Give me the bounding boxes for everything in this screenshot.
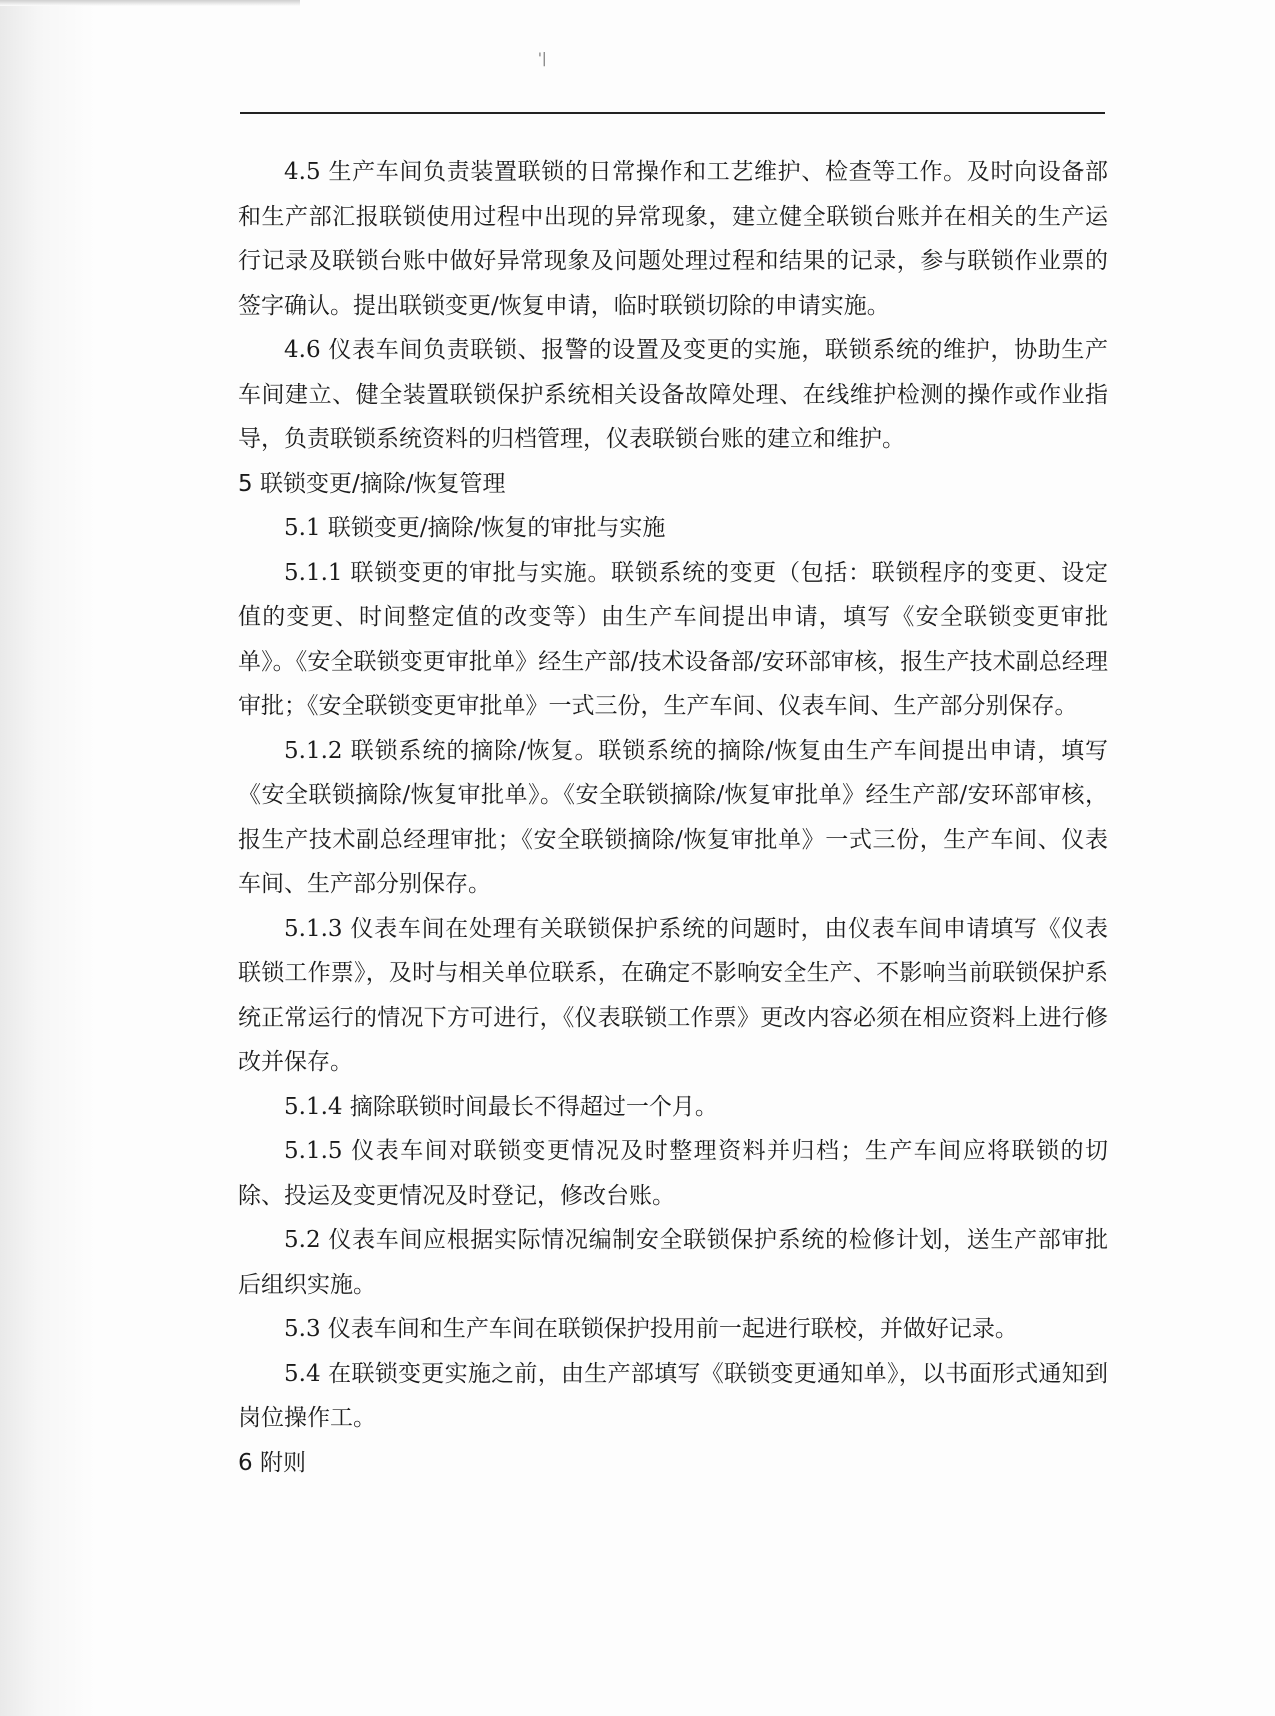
section-heading-5: 5 联锁变更/摘除/恢复管理 xyxy=(238,470,506,497)
paragraph-4-6: 4.6 仪表车间负责联锁、报警的设置及变更的实施，联锁系统的维护，协助生产车间建立、健全装置联锁保护系统相关设备故障处理、在线维护检测的操作或作业指导，负责联锁系统资料的归档管理，仪表联锁台账的建立和维护。 xyxy=(238,337,1108,452)
subsection-heading-5-1: 5.1 联锁变更/摘除/恢复的审批与实施 xyxy=(284,515,666,541)
paragraph-5-3: 5.3 仪表车间和生产车间在联锁保护投用前一起进行联校，并做好记录。 xyxy=(284,1316,1018,1342)
scan-edge-shadow xyxy=(0,0,95,1716)
paragraph-5-1-3: 5.1.3 仪表车间在处理有关联锁保护系统的问题时，由仪表车间申请填写《仪表联锁工作票》，及时与相关单位联系，在确定不影响安全生产、不影响当前联锁保护系统正常运行的情况下方可进行，《仪表联锁工作票》更改内容必须在相应资料上进行修改并保存。 xyxy=(238,915,1108,1075)
header-rule xyxy=(240,112,1105,114)
paragraph-5-4: 5.4 在联锁变更实施之前，由生产部填写《联锁变更通知单》，以书面形式通知到岗位操作工。 xyxy=(238,1360,1108,1431)
paragraph-5-1-1: 5.1.1 联锁变更的审批与实施。联锁系统的变更（包括：联锁程序的变更、设定值的变更、时间整定值的改变等）由生产车间提出申请，填写《安全联锁变更审批单》。《安全联锁变更审批单》经生产部/技术设备部/安环部审核，报生产技术副总经理审批；《安全联锁变更审批单》一式三份，生产车间、仪表车间、生产部分别保存。 xyxy=(238,559,1108,719)
scan-top-shadow xyxy=(0,0,300,6)
paragraph-5-1-5: 5.1.5 仪表车间对联锁变更情况及时整理资料并归档；生产车间应将联锁的切除、投运及变更情况及时登记，修改台账。 xyxy=(238,1138,1108,1209)
paragraph-5-2: 5.2 仪表车间应根据实际情况编制安全联锁保护系统的检修计划，送生产部审批后组织实施。 xyxy=(238,1227,1108,1298)
paragraph-5-1-2: 5.1.2 联锁系统的摘除/恢复。联锁系统的摘除/恢复由生产车间提出申请，填写《安全联锁摘除/恢复审批单》。《安全联锁摘除/恢复审批单》经生产部/安环部审核，报生产技术副总经理审批；《安全联锁摘除/恢复审批单》一式三份，生产车间、仪表车间、生产部分别保存。 xyxy=(238,737,1108,897)
paragraph-4-5: 4.5 生产车间负责装置联锁的日常操作和工艺维护、检查等工作。及时向设备部和生产部汇报联锁使用过程中出现的异常现象，建立健全联锁台账并在相关的生产运行记录及联锁台账中做好异常现象及问题处理过程和结果的记录，参与联锁作业票的签字确认。提出联锁变更/恢复申请，临时联锁切除的申请实施。 xyxy=(238,159,1108,319)
scan-mark: '| xyxy=(538,51,547,67)
paragraph-5-1-4: 5.1.4 摘除联锁时间最长不得超过一个月。 xyxy=(284,1093,718,1120)
section-heading-6: 6 附则 xyxy=(238,1449,306,1476)
document-body xyxy=(238,150,1108,1485)
